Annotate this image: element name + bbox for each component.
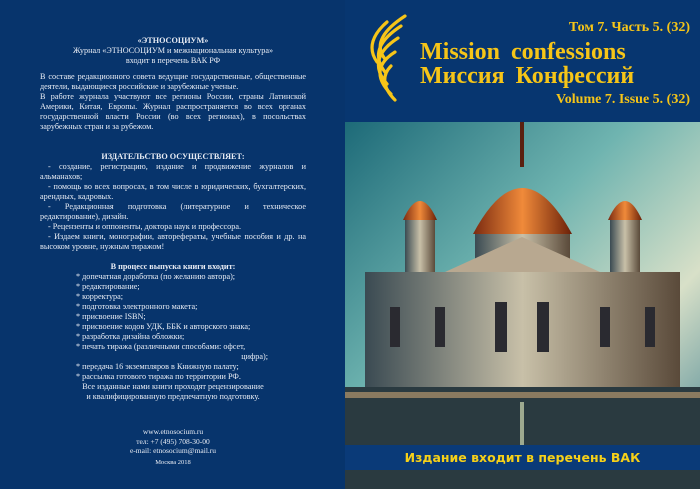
process-title: В процесс выпуска книги входит: [110, 262, 236, 271]
list-item: * подготовка электронного макета; [76, 302, 198, 311]
list-item: - Редакционная подготовка (литературное и техническое редактирование), дизайн. [40, 202, 306, 221]
list-item: * присвоение ISBN; [76, 312, 146, 321]
intro [40, 72, 306, 132]
phone: тел: +7 (495) 708-30-00 [136, 436, 210, 446]
email-link[interactable]: e-mail: etnosocium@mail.ru [129, 446, 217, 455]
list-item: - помощь во всех вопросах, в том числе в юридических, бухгалтерских, арендных, кадровых. [40, 182, 306, 201]
list-item: * допечатная доработка (по желанию автора); [76, 272, 236, 281]
process-list [76, 272, 276, 382]
list-item: цифра); [241, 352, 268, 361]
flame-logo-icon [365, 14, 410, 104]
title-en: Mission confessions [420, 39, 626, 65]
process-note [40, 382, 306, 402]
vak-banner: Издание входит в перечень ВАК [345, 445, 700, 470]
list-item: - создание, регистрацию, издание и продвижение журналов и альманахов; [40, 162, 306, 181]
list-item: * присвоение кодов УДК, ББК и авторского знака; [76, 322, 251, 331]
publisher-title: ИЗДАТЕЛЬСТВО ОСУЩЕСТВЛЯЕТ: [101, 152, 245, 161]
list-item: * разработка дизайна обложки; [76, 332, 185, 341]
cathedral-photo [345, 122, 700, 489]
website-link[interactable]: www.etnosocium.ru [142, 427, 204, 436]
title-ru: Миссия Конфессий [420, 63, 635, 89]
front-cover [345, 0, 700, 489]
journal-title: «ЭТНОСОЦИУМ» [137, 36, 209, 45]
city-year: Москва 2018 [155, 458, 191, 466]
volume-en: Volume 7. Issue 5. (32) [555, 92, 690, 107]
note-line: Все изданные нами книги проходят рецензирование [82, 382, 264, 391]
intro-p1: В составе редакционного совета ведущие государственные, общественные деятели, выдающиеся российские и зарубежные ученые. [40, 72, 306, 91]
journal-header [40, 36, 306, 66]
journal-subtitle: Журнал «ЭТНОСОЦИУМ и межнациональная культура» [72, 46, 274, 55]
volume-ru: Том 7. Часть 5. (32) [568, 20, 690, 35]
publisher-services [40, 152, 306, 252]
list-item: * редактирование; [76, 282, 140, 291]
vak-note: входит в перечень ВАК РФ [125, 56, 221, 65]
intro-p2: В работе журнала участвуют все регионы России, страны Латинской Америки, Китая, Европы. Журнал распространяется во всех органах государственной власти России (во всех регионах), в посольствах зарубежных стран и за рубежом. [40, 92, 306, 131]
list-item: - Издаем книги, монографии, автореферaты, учебные пособия и др. на высоком уровне, нужным тиражом! [40, 232, 306, 251]
note-line: и квалифицированную предпечатную подготовку. [86, 392, 260, 401]
list-item: * печать тиража (различными способами: офсет, [76, 342, 246, 351]
back-cover [0, 0, 345, 489]
list-item: * корректура; [76, 292, 124, 301]
list-item: * передача 16 экземпляров в Книжную палату; [76, 362, 239, 371]
list-item: - Рецензенты и оппоненты, доктора наук и профессора. [48, 222, 242, 231]
list-item: * рассылка готового тиража по территории РФ. [76, 372, 241, 381]
contacts [40, 427, 306, 467]
